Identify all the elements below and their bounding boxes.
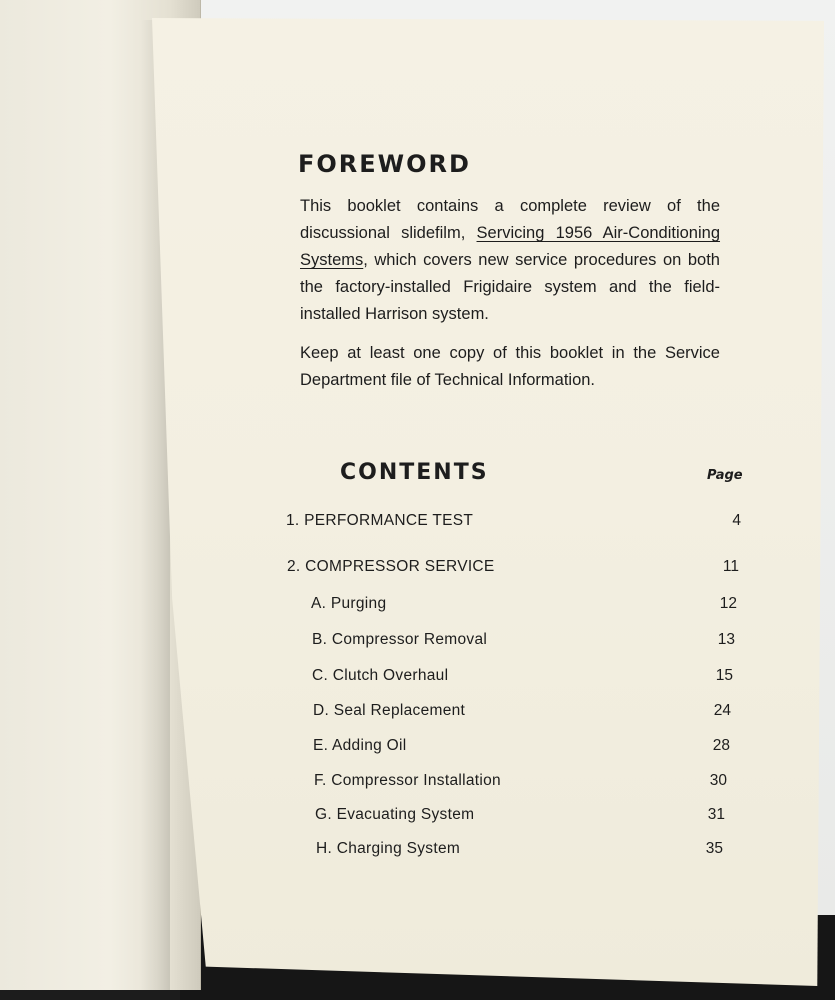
contents-title: CONTENTS <box>340 460 489 485</box>
toc-item-page: 12 <box>719 595 737 612</box>
toc-item-label: H. Charging System <box>316 840 461 857</box>
toc-item-label: 1. PERFORMANCE TEST <box>286 512 474 529</box>
toc-item-page: 31 <box>707 806 725 823</box>
foreword-paragraph-1 <box>300 193 720 328</box>
foreword-p1-start: This booklet contains a complete review of the discussional slidefilm, <box>300 197 720 242</box>
toc-item-label: A. Purging <box>311 595 387 612</box>
toc-item-label: E. Adding Oil <box>313 737 407 754</box>
toc-item-page: 13 <box>717 631 735 648</box>
toc-item-page: 4 <box>732 512 741 529</box>
toc-item-label: G. Evacuating System <box>315 806 475 823</box>
toc-item-page: 30 <box>709 772 727 789</box>
toc-item-page: 35 <box>705 840 723 857</box>
slidefilm-title: Servicing 1956 Air-Conditioning Systems <box>300 224 721 269</box>
toc-item-label: C. Clutch Overhaul <box>312 667 449 684</box>
toc-item-page: 11 <box>722 558 739 575</box>
toc-item-label: F. Compressor Installation <box>314 772 501 789</box>
foreword-paragraph-2: Keep at least one copy of this booklet in the Service Department file of Technical Information. <box>300 344 720 389</box>
foreword-p1-end: , which covers new service procedures on both the factory-installed Frigidaire system and the field-installed Harrison system. <box>300 251 720 323</box>
toc-item-label: B. Compressor Removal <box>312 631 488 648</box>
foreword-title: FOREWORD <box>298 150 471 178</box>
toc-item-label: D. Seal Replacement <box>313 702 466 719</box>
toc-item-page: 24 <box>713 702 731 719</box>
toc-item-label: 2. COMPRESSOR SERVICE <box>287 558 495 575</box>
toc-item-page: 15 <box>715 667 733 684</box>
page-column-label: Page <box>707 468 743 483</box>
toc-item-page: 28 <box>712 737 730 754</box>
